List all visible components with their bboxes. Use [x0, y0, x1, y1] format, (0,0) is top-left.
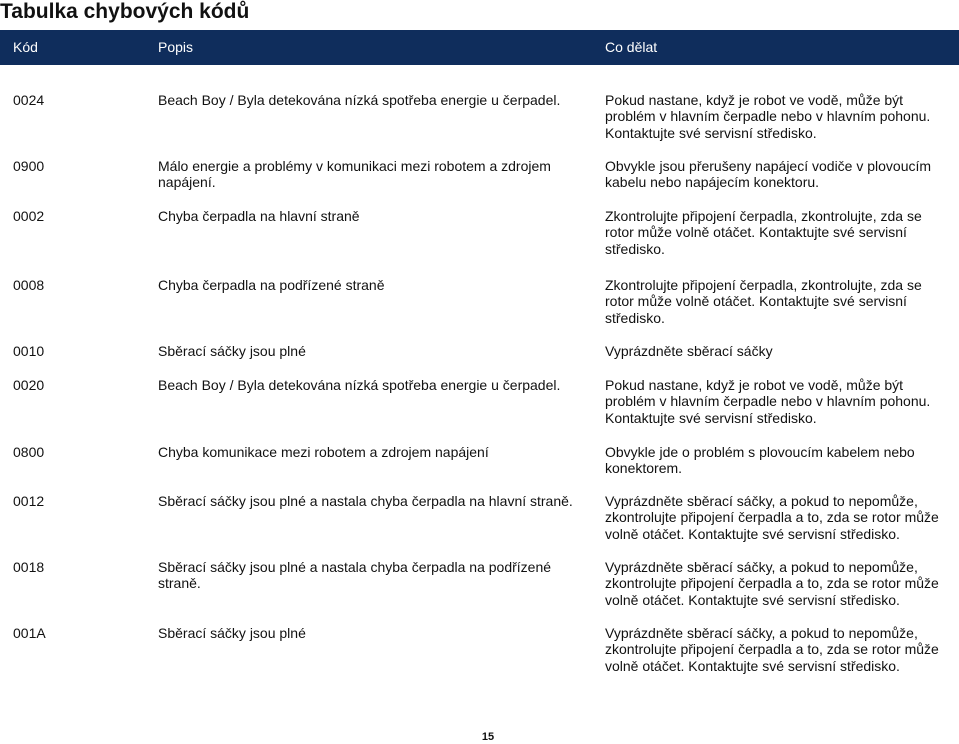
error-code: 0010	[13, 343, 45, 359]
error-action: Vyprázdněte sběrací sáčky, a pokud to nepomůže, zkontrolujte připojení čerpadla a to, zda se rotor může volně otáčet. Kontaktujte své servisní středisko.	[605, 625, 939, 674]
error-action: Obvykle jsou přerušeny napájecí vodiče v plovoucím kabelu nebo napájecím konektoru.	[605, 158, 932, 191]
error-code: 0018	[13, 559, 45, 575]
error-action: Vyprázdněte sběrací sáčky	[605, 343, 773, 359]
error-description: Sběrací sáčky jsou plné a nastala chyba čerpadla na podřízené straně.	[158, 559, 552, 592]
error-description: Chyba komunikace mezi robotem a zdrojem napájení	[158, 444, 489, 460]
error-code-table	[0, 92, 959, 685]
error-description: Chyba čerpadla na hlavní straně	[158, 208, 360, 224]
table-row	[0, 625, 959, 685]
header-code: Kód	[13, 39, 38, 55]
error-code: 001A	[13, 625, 46, 641]
error-description: Sběrací sáčky jsou plné	[158, 343, 306, 359]
error-description: Beach Boy / Byla detekována nízká spotřeba energie u čerpadel.	[158, 92, 561, 108]
table-header	[0, 30, 959, 65]
header-action: Co dělat	[605, 39, 658, 55]
error-code: 0020	[13, 377, 45, 393]
table-row	[0, 158, 959, 208]
error-action: Vyprázdněte sběrací sáčky, a pokud to nepomůže, zkontrolujte připojení čerpadla a to, zda se rotor může volně otáčet. Kontaktujte své servisní středisko.	[605, 559, 939, 608]
error-description: Sběrací sáčky jsou plné a nastala chyba čerpadla na hlavní straně.	[158, 493, 573, 509]
table-row	[0, 559, 959, 625]
error-code: 0900	[13, 158, 45, 174]
table-row	[0, 493, 959, 559]
error-code: 0002	[13, 208, 45, 224]
table-row	[0, 208, 959, 277]
error-code: 0012	[13, 493, 45, 509]
error-action: Zkontrolujte připojení čerpadla, zkontrolujte, zda se rotor může volně otáčet. Kontaktujte své servisní středisko.	[605, 208, 922, 257]
error-code: 0800	[13, 444, 45, 460]
error-code: 0008	[13, 277, 45, 293]
error-code: 0024	[13, 92, 45, 108]
error-description: Sběrací sáčky jsou plné	[158, 625, 306, 641]
table-row	[0, 92, 959, 158]
error-action: Obvykle jde o problém s plovoucím kabelem nebo konektorem.	[605, 444, 915, 477]
table-row	[0, 444, 959, 493]
header-description: Popis	[158, 39, 194, 55]
error-description: Chyba čerpadla na podřízené straně	[158, 277, 385, 293]
error-action: Pokud nastane, když je robot ve vodě, může být problém v hlavním čerpadle nebo v hlavním pohonu. Kontaktujte své servisní středisko.	[605, 92, 931, 141]
page-title: Tabulka chybových kódů	[0, 0, 250, 23]
error-action: Zkontrolujte připojení čerpadla, zkontrolujte, zda se rotor může volně otáčet. Kontaktujte své servisní středisko.	[605, 277, 922, 326]
page-number: 15	[481, 731, 495, 743]
error-description: Málo energie a problémy v komunikaci mezi robotem a zdrojem napájení.	[158, 158, 551, 191]
table-row	[0, 343, 959, 377]
error-description: Beach Boy / Byla detekována nízká spotřeba energie u čerpadel.	[158, 377, 561, 393]
table-row	[0, 277, 959, 343]
error-action: Pokud nastane, když je robot ve vodě, může být problém v hlavním čerpadle nebo v hlavním pohonu. Kontaktujte své servisní středisko.	[605, 377, 931, 426]
table-row	[0, 377, 959, 444]
error-action: Vyprázdněte sběrací sáčky, a pokud to nepomůže, zkontrolujte připojení čerpadla a to, zda se rotor může volně otáčet. Kontaktujte své servisní středisko.	[605, 493, 939, 542]
